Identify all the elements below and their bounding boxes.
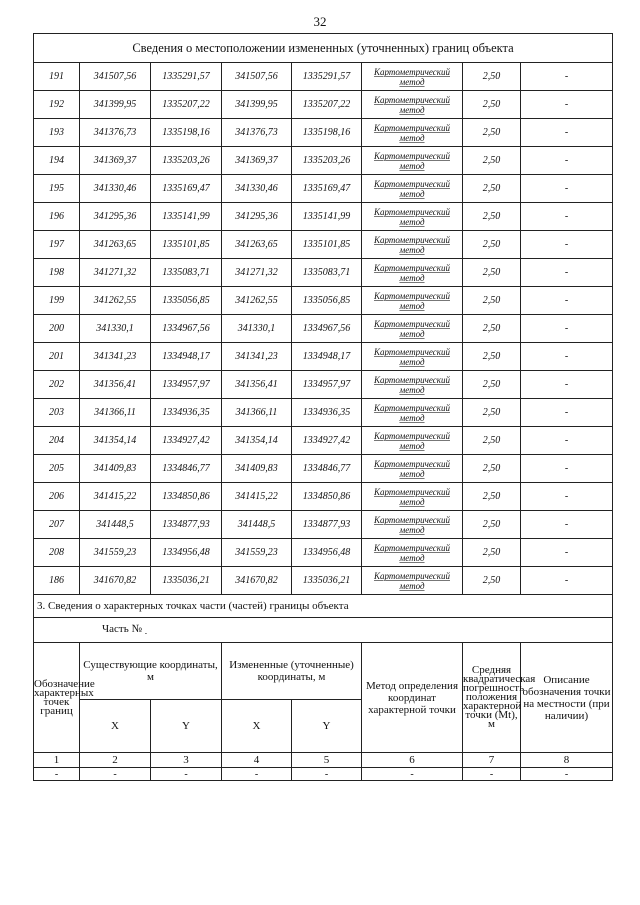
table-row <box>34 119 613 147</box>
coordinate-cell: 1335198,16 <box>151 119 222 147</box>
method-line1: Картометрический <box>373 291 450 301</box>
table-row <box>34 259 613 287</box>
method-line2: метод <box>399 217 425 227</box>
column-number: 1 <box>34 753 80 768</box>
description-cell: - <box>521 259 613 287</box>
section-title: Сведения о местоположении измененных (уточненных) границ объекта <box>34 34 613 63</box>
coordinate-cell: 1335169,47 <box>292 175 362 203</box>
method-line2: метод <box>399 301 425 311</box>
point-number: 195 <box>34 175 80 203</box>
method-line2: метод <box>399 413 425 423</box>
coordinate-cell: 1334850,86 <box>292 483 362 511</box>
empty-cell: - <box>362 768 463 781</box>
description-cell: - <box>521 539 613 567</box>
coordinate-cell: 341330,46 <box>222 175 292 203</box>
coordinate-cell: 1335083,71 <box>292 259 362 287</box>
accuracy-cell: 2,50 <box>463 287 521 315</box>
coordinate-cell: 1334956,48 <box>151 539 222 567</box>
method-line2: метод <box>399 357 425 367</box>
method-cell <box>362 539 463 567</box>
point-number: 198 <box>34 259 80 287</box>
part-label-text: Часть № <box>102 622 142 635</box>
coordinate-cell: 341369,37 <box>222 147 292 175</box>
accuracy-cell: 2,50 <box>463 511 521 539</box>
method-line1: Картометрический <box>373 151 450 161</box>
method-line1: Картометрический <box>373 459 450 469</box>
point-number: 207 <box>34 511 80 539</box>
point-number: 203 <box>34 399 80 427</box>
method-cell <box>362 343 463 371</box>
coordinate-cell: 341295,36 <box>222 203 292 231</box>
coordinate-cell: 341271,32 <box>80 259 151 287</box>
coordinate-cell: 341262,55 <box>80 287 151 315</box>
coordinate-cell: 341448,5 <box>80 511 151 539</box>
coordinate-cell: 341356,41 <box>80 371 151 399</box>
method-line2: метод <box>399 581 425 591</box>
method-line2: метод <box>399 469 425 479</box>
accuracy-cell: 2,50 <box>463 483 521 511</box>
coordinate-cell: 341263,65 <box>222 231 292 259</box>
header-changed-coords: Измененные (уточненные) координаты, м <box>222 643 362 700</box>
table-row <box>34 343 613 371</box>
method-line2: метод <box>399 553 425 563</box>
coordinate-cell: 341366,11 <box>80 399 151 427</box>
method-cell <box>362 511 463 539</box>
coordinate-cell: 341448,5 <box>222 511 292 539</box>
method-line2: метод <box>399 329 425 339</box>
coordinate-cell: 341354,14 <box>80 427 151 455</box>
part-number: - <box>144 629 148 638</box>
method-cell <box>362 259 463 287</box>
accuracy-cell: 2,50 <box>463 91 521 119</box>
coordinate-cell: 1335056,85 <box>292 287 362 315</box>
method-cell <box>362 175 463 203</box>
description-cell: - <box>521 399 613 427</box>
coordinate-cell: 341507,56 <box>80 63 151 91</box>
method-line2: метод <box>399 525 425 535</box>
accuracy-cell: 2,50 <box>463 371 521 399</box>
empty-cell: - <box>521 768 613 781</box>
coordinate-cell: 1335198,16 <box>292 119 362 147</box>
point-number: 204 <box>34 427 80 455</box>
method-cell <box>362 287 463 315</box>
method-cell <box>362 91 463 119</box>
empty-cell: - <box>292 768 362 781</box>
point-number: 196 <box>34 203 80 231</box>
column-number: 6 <box>362 753 463 768</box>
method-line1: Картометрический <box>373 263 450 273</box>
accuracy-cell: 2,50 <box>463 63 521 91</box>
coordinates-table <box>33 33 613 781</box>
table-row <box>34 371 613 399</box>
method-cell <box>362 119 463 147</box>
accuracy-cell: 2,50 <box>463 259 521 287</box>
method-line2: метод <box>399 133 425 143</box>
coordinate-cell: 1335203,26 <box>151 147 222 175</box>
coordinate-cell: 1334967,56 <box>292 315 362 343</box>
method-cell <box>362 455 463 483</box>
coordinate-cell: 1335141,99 <box>292 203 362 231</box>
coordinate-cell: 1334877,93 <box>151 511 222 539</box>
description-cell: - <box>521 343 613 371</box>
table-row <box>34 63 613 91</box>
coordinate-cell: 341295,36 <box>80 203 151 231</box>
description-cell: - <box>521 371 613 399</box>
accuracy-cell: 2,50 <box>463 315 521 343</box>
method-line2: метод <box>399 497 425 507</box>
table-row <box>34 399 613 427</box>
point-number: 201 <box>34 343 80 371</box>
method-cell <box>362 231 463 259</box>
part-label <box>34 618 613 643</box>
empty-cell: - <box>80 768 151 781</box>
method-line2: метод <box>399 77 425 87</box>
coordinate-cell: 1334957,97 <box>151 371 222 399</box>
coordinate-cell: 1335056,85 <box>151 287 222 315</box>
point-number: 186 <box>34 567 80 595</box>
header-point-designation: Обозначение характерных точек границ <box>34 643 80 753</box>
method-line1: Картометрический <box>373 95 450 105</box>
table-row <box>34 231 613 259</box>
coordinate-cell: 1335203,26 <box>292 147 362 175</box>
table-row <box>34 91 613 119</box>
coordinate-cell: 1334967,56 <box>151 315 222 343</box>
coordinate-cell: 341415,22 <box>222 483 292 511</box>
description-cell: - <box>521 511 613 539</box>
method-line1: Картометрический <box>373 431 450 441</box>
header-existing-coords: Существующие координаты, м <box>80 643 222 700</box>
column-number: 8 <box>521 753 613 768</box>
description-cell: - <box>521 455 613 483</box>
header-y-changed: Y <box>292 700 362 753</box>
page-number: 32 <box>313 14 327 29</box>
point-number: 206 <box>34 483 80 511</box>
table-row <box>34 203 613 231</box>
accuracy-cell: 2,50 <box>463 455 521 483</box>
coordinate-cell: 1334846,77 <box>151 455 222 483</box>
point-number: 197 <box>34 231 80 259</box>
accuracy-cell: 2,50 <box>463 147 521 175</box>
method-cell <box>362 483 463 511</box>
coordinate-cell: 341369,37 <box>80 147 151 175</box>
column-number: 3 <box>151 753 222 768</box>
method-cell <box>362 371 463 399</box>
empty-cell: - <box>151 768 222 781</box>
method-line2: метод <box>399 273 425 283</box>
coordinate-cell: 341271,32 <box>222 259 292 287</box>
coordinate-cell: 341354,14 <box>222 427 292 455</box>
method-cell <box>362 63 463 91</box>
coordinate-cell: 1335207,22 <box>292 91 362 119</box>
coordinate-cell: 341507,56 <box>222 63 292 91</box>
method-line2: метод <box>399 385 425 395</box>
method-cell <box>362 427 463 455</box>
method-line1: Картометрический <box>373 543 450 553</box>
column-number: 7 <box>463 753 521 768</box>
method-line1: Картометрический <box>373 319 450 329</box>
method-line1: Картометрический <box>373 515 450 525</box>
method-line1: Картометрический <box>373 67 450 77</box>
empty-cell: - <box>222 768 292 781</box>
description-cell: - <box>521 147 613 175</box>
coordinate-cell: 341263,65 <box>80 231 151 259</box>
coordinate-cell: 1335036,21 <box>151 567 222 595</box>
method-cell <box>362 147 463 175</box>
accuracy-cell: 2,50 <box>463 119 521 147</box>
empty-cell: - <box>463 768 521 781</box>
accuracy-cell: 2,50 <box>463 427 521 455</box>
coordinate-cell: 341559,23 <box>222 539 292 567</box>
table-row <box>34 455 613 483</box>
point-number: 205 <box>34 455 80 483</box>
column-number: 5 <box>292 753 362 768</box>
description-cell: - <box>521 287 613 315</box>
coordinate-cell: 341670,82 <box>222 567 292 595</box>
coordinate-cell: 341262,55 <box>222 287 292 315</box>
table-row <box>34 147 613 175</box>
coordinate-cell: 341330,46 <box>80 175 151 203</box>
point-number: 208 <box>34 539 80 567</box>
coordinate-cell: 1335169,47 <box>151 175 222 203</box>
table-row <box>34 539 613 567</box>
accuracy-cell: 2,50 <box>463 343 521 371</box>
column-number: 2 <box>80 753 151 768</box>
description-cell: - <box>521 63 613 91</box>
description-cell: - <box>521 427 613 455</box>
coordinate-cell: 341330,1 <box>222 315 292 343</box>
coordinate-cell: 1334948,17 <box>292 343 362 371</box>
table-row <box>34 483 613 511</box>
method-line2: метод <box>399 161 425 171</box>
coordinate-cell: 1335036,21 <box>292 567 362 595</box>
method-line1: Картометрический <box>373 179 450 189</box>
coordinate-cell: 341356,41 <box>222 371 292 399</box>
accuracy-cell: 2,50 <box>463 175 521 203</box>
coordinate-cell: 1334927,42 <box>151 427 222 455</box>
coordinate-cell: 1335101,85 <box>292 231 362 259</box>
accuracy-cell: 2,50 <box>463 539 521 567</box>
coordinate-cell: 341409,83 <box>80 455 151 483</box>
header-method: Метод определения координат характерной точки <box>362 643 463 753</box>
header-y-existing: Y <box>151 700 222 753</box>
coordinate-cell: 1335083,71 <box>151 259 222 287</box>
method-cell <box>362 567 463 595</box>
table-row <box>34 511 613 539</box>
method-line1: Картометрический <box>373 487 450 497</box>
coordinate-cell: 1334936,35 <box>151 399 222 427</box>
table-row <box>34 287 613 315</box>
coordinate-cell: 1335291,57 <box>292 63 362 91</box>
point-number: 202 <box>34 371 80 399</box>
point-number: 199 <box>34 287 80 315</box>
description-cell: - <box>521 203 613 231</box>
accuracy-cell: 2,50 <box>463 231 521 259</box>
coordinate-cell: 1335207,22 <box>151 91 222 119</box>
coordinate-cell: 341415,22 <box>80 483 151 511</box>
coordinate-cell: 1334846,77 <box>292 455 362 483</box>
method-line2: метод <box>399 245 425 255</box>
method-line1: Картометрический <box>373 403 450 413</box>
coordinate-cell: 341670,82 <box>80 567 151 595</box>
coordinate-cell: 1335101,85 <box>151 231 222 259</box>
header-description: Описание обозначения точки на местности (при наличии) <box>521 643 613 753</box>
description-cell: - <box>521 175 613 203</box>
header-x-existing: X <box>80 700 151 753</box>
coordinate-cell: 1335141,99 <box>151 203 222 231</box>
coordinate-cell: 341376,73 <box>80 119 151 147</box>
coordinate-cell: 341399,95 <box>80 91 151 119</box>
point-number: 193 <box>34 119 80 147</box>
coordinate-cell: 1334877,93 <box>292 511 362 539</box>
coordinate-cell: 1334850,86 <box>151 483 222 511</box>
description-cell: - <box>521 567 613 595</box>
coordinate-cell: 341341,23 <box>80 343 151 371</box>
method-cell <box>362 203 463 231</box>
table-row <box>34 175 613 203</box>
point-number: 200 <box>34 315 80 343</box>
empty-cell: - <box>34 768 80 781</box>
coordinate-cell: 1334957,97 <box>292 371 362 399</box>
accuracy-cell: 2,50 <box>463 203 521 231</box>
method-cell <box>362 315 463 343</box>
coordinate-cell: 341559,23 <box>80 539 151 567</box>
coordinate-cell: 341366,11 <box>222 399 292 427</box>
method-line1: Картометрический <box>373 375 450 385</box>
coordinate-cell: 1334948,17 <box>151 343 222 371</box>
coordinate-cell: 1334927,42 <box>292 427 362 455</box>
description-cell: - <box>521 91 613 119</box>
header-x-changed: X <box>222 700 292 753</box>
method-line2: метод <box>399 189 425 199</box>
coordinate-cell: 1335291,57 <box>151 63 222 91</box>
method-line1: Картометрический <box>373 347 450 357</box>
method-line1: Картометрический <box>373 235 450 245</box>
method-line1: Картометрический <box>373 571 450 581</box>
empty-part-row <box>34 768 613 781</box>
section3-title: 3. Сведения о характерных точках части (частей) границы объекта <box>34 595 613 618</box>
accuracy-cell: 2,50 <box>463 399 521 427</box>
coordinate-cell: 341341,23 <box>222 343 292 371</box>
accuracy-cell: 2,50 <box>463 567 521 595</box>
description-cell: - <box>521 119 613 147</box>
coordinate-cell: 341330,1 <box>80 315 151 343</box>
method-line1: Картометрический <box>373 207 450 217</box>
column-number: 4 <box>222 753 292 768</box>
coordinate-cell: 341399,95 <box>222 91 292 119</box>
point-number: 192 <box>34 91 80 119</box>
table-row <box>34 567 613 595</box>
point-number: 191 <box>34 63 80 91</box>
coordinate-cell: 341409,83 <box>222 455 292 483</box>
description-cell: - <box>521 483 613 511</box>
method-cell <box>362 399 463 427</box>
column-number-row <box>34 753 613 768</box>
point-number: 194 <box>34 147 80 175</box>
table-row <box>34 427 613 455</box>
coordinate-cell: 341376,73 <box>222 119 292 147</box>
method-line1: Картометрический <box>373 123 450 133</box>
table-row <box>34 315 613 343</box>
coordinate-cell: 1334936,35 <box>292 399 362 427</box>
description-cell: - <box>521 231 613 259</box>
header-accuracy: Средняя квадратическая погрешность положения характерной точки (Mt), м <box>463 643 521 753</box>
coordinate-cell: 1334956,48 <box>292 539 362 567</box>
description-cell: - <box>521 315 613 343</box>
method-line2: метод <box>399 105 425 115</box>
method-line2: метод <box>399 441 425 451</box>
